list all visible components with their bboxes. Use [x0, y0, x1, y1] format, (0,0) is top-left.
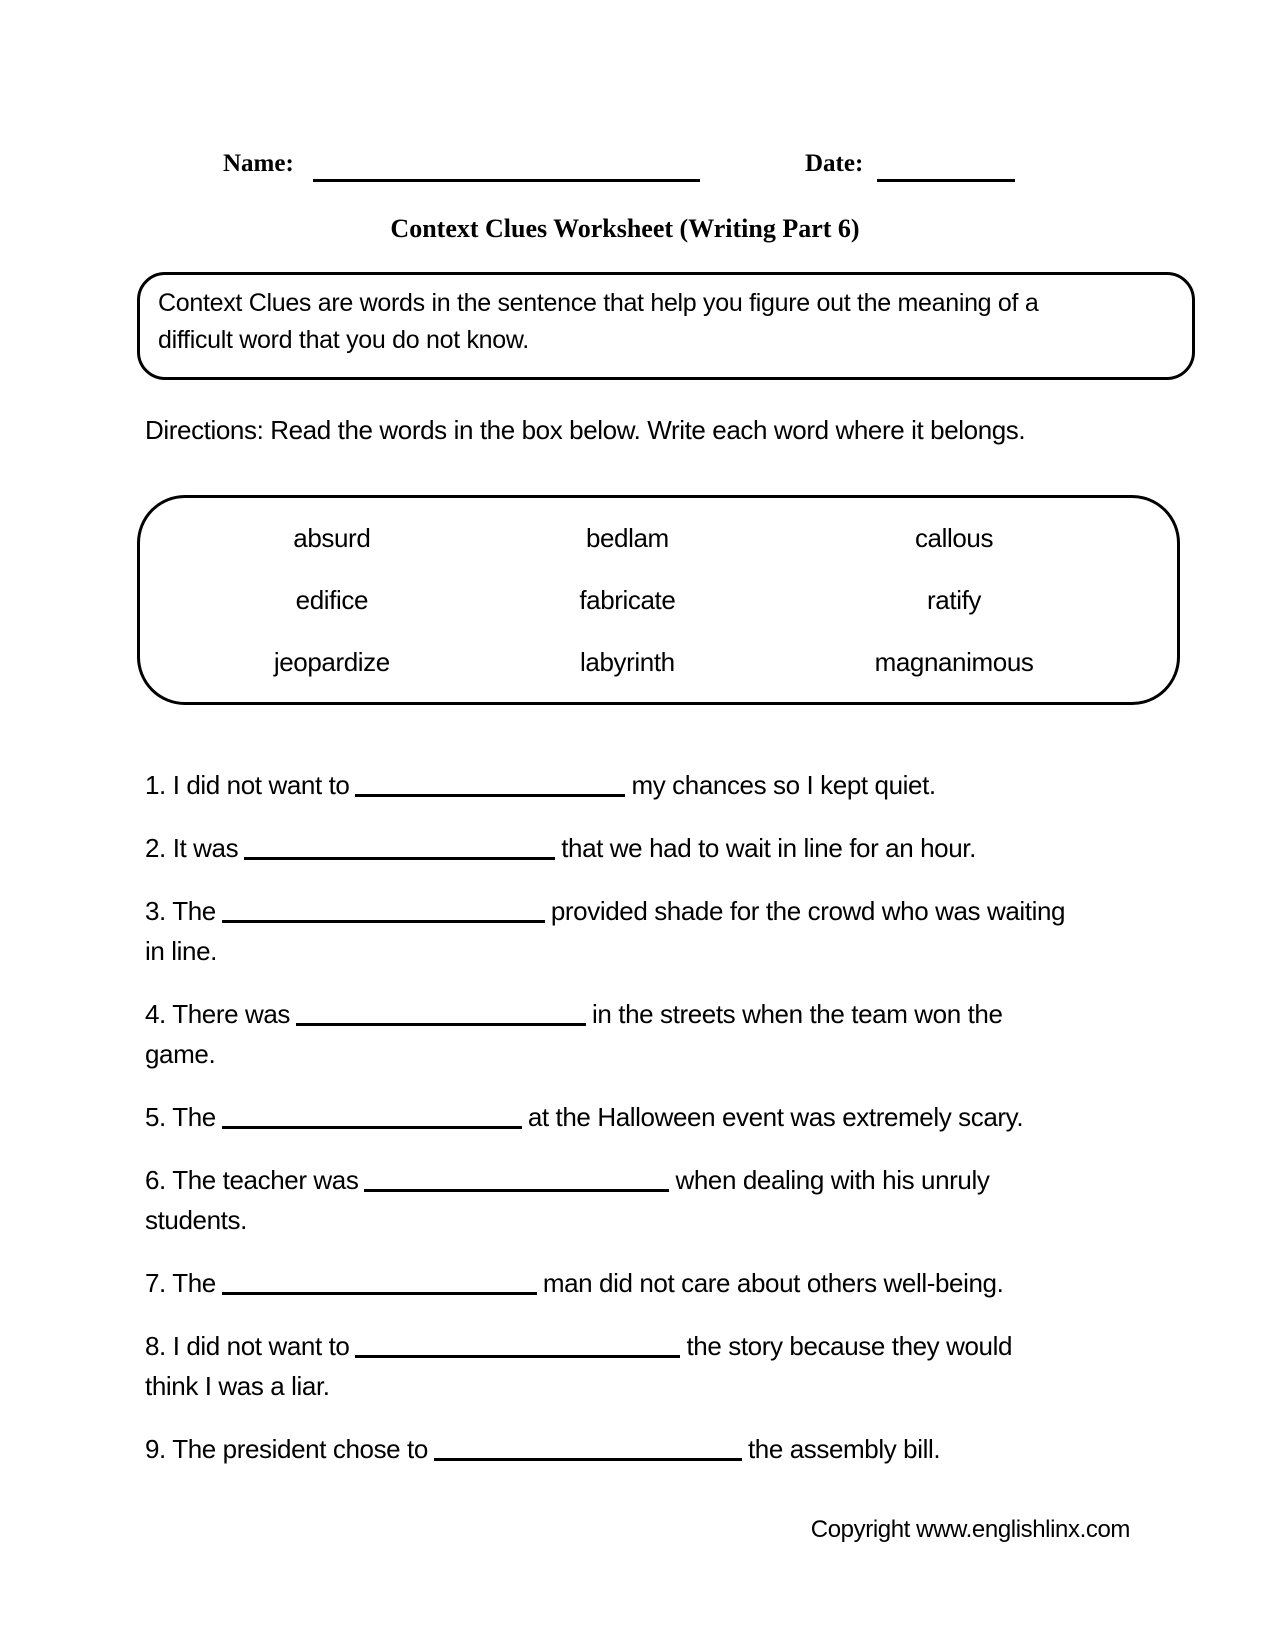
- name-label: Name:: [223, 150, 294, 177]
- sentence-text: man did not care about others well-being.: [542, 1268, 1004, 1298]
- date-label: Date:: [805, 150, 864, 177]
- sentence-9: [145, 1429, 1165, 1469]
- name-underline: [313, 179, 700, 182]
- sentence-text: the assembly bill.: [747, 1434, 941, 1464]
- definition-text: Context Clues are words in the sentence that help you figure out the meaning of a difficult word that you do not know.: [158, 289, 1039, 354]
- fill-in-blank: [244, 831, 555, 860]
- word-bank-word: labyrinth: [580, 646, 675, 677]
- fill-in-blank: [222, 1100, 522, 1129]
- sentence-7: [145, 1263, 1165, 1303]
- sentence-text: game.: [145, 1039, 216, 1069]
- fill-in-blank: [355, 1329, 680, 1358]
- sentence-text: 5. The: [145, 1102, 216, 1132]
- sentence-text: 9. The president chose to: [145, 1434, 428, 1464]
- sentence-6: [145, 1160, 1165, 1240]
- sentence-text: my chances so I kept quiet.: [631, 770, 936, 800]
- sentence-8: [145, 1326, 1165, 1406]
- sentence-3: [145, 891, 1165, 971]
- sentence-4: [145, 994, 1165, 1074]
- sentence-5: [145, 1097, 1165, 1137]
- sentence-2: [145, 828, 1165, 868]
- word-bank-box: [137, 495, 1180, 705]
- date-underline: [877, 179, 1015, 182]
- word-bank-word: bedlam: [585, 522, 669, 553]
- sentence-text: at the Halloween event was extremely scary.: [527, 1102, 1024, 1132]
- page-title: Context Clues Worksheet (Writing Part 6): [390, 214, 860, 243]
- sentence-text: in line.: [145, 936, 217, 966]
- sentence-text: that we had to wait in line for an hour.: [561, 833, 976, 863]
- sentence-text: students.: [145, 1205, 247, 1235]
- fill-in-blank: [222, 894, 545, 923]
- word-bank-word: callous: [914, 522, 994, 553]
- word-bank-word: ratify: [927, 584, 981, 615]
- sentence-text: provided shade for the crowd who was waiting: [550, 896, 1066, 926]
- sentence-text: 7. The: [145, 1268, 216, 1298]
- sentence-text: think I was a liar.: [145, 1371, 330, 1401]
- fill-in-blank: [364, 1163, 669, 1192]
- sentence-text: 3. The: [145, 896, 216, 926]
- sentence-text: 4. There was: [145, 999, 291, 1029]
- directions-text: Directions: Read the words in the box below. Write each word where it belongs.: [145, 415, 1026, 445]
- definition-box: [137, 272, 1195, 380]
- sentences-section: [145, 765, 1165, 1492]
- fill-in-blank: [355, 768, 625, 797]
- fill-in-blank: [434, 1432, 742, 1461]
- copyright-text: Copyright www.englishlinx.com: [810, 1516, 1130, 1543]
- fill-in-blank: [222, 1266, 537, 1295]
- word-bank-word: magnanimous: [874, 646, 1034, 677]
- sentence-text: when dealing with his unruly: [675, 1165, 990, 1195]
- sentence-text: 2. It was: [145, 833, 239, 863]
- word-bank-word: jeopardize: [273, 646, 390, 677]
- fill-in-blank: [296, 997, 586, 1026]
- word-bank-word: absurd: [293, 522, 371, 553]
- sentence-text: 1. I did not want to: [145, 770, 350, 800]
- sentence-text: 6. The teacher was: [145, 1165, 359, 1195]
- sentence-text: in the streets when the team won the: [592, 999, 1003, 1029]
- word-bank-word: edifice: [295, 584, 369, 615]
- sentence-1: [145, 765, 1165, 805]
- word-bank-word: fabricate: [579, 584, 676, 615]
- sentence-text: the story because they would: [686, 1331, 1013, 1361]
- sentence-text: 8. I did not want to: [145, 1331, 350, 1361]
